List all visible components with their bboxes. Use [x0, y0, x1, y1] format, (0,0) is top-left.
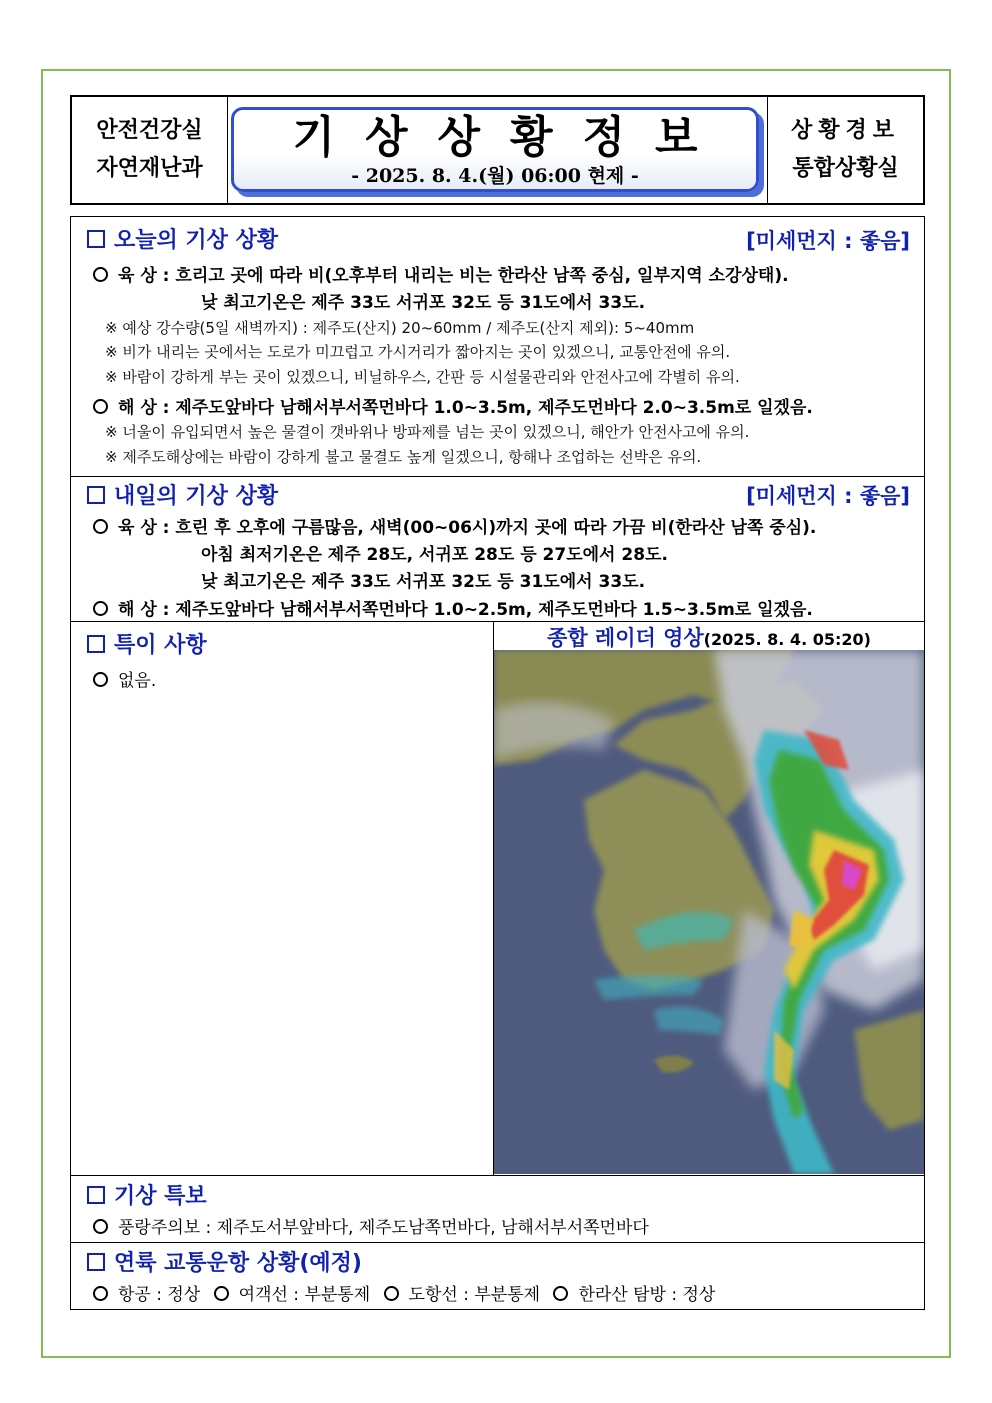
- today-land-line2: 낮 최고기온은 제주 33도 서귀포 32도 등 31도에서 33도.: [201, 293, 646, 313]
- radar-date: (2025. 8. 4. 05:20): [703, 630, 871, 649]
- circle-bullet-icon: [93, 1219, 108, 1234]
- department-block: [72, 97, 228, 203]
- office-block: [767, 97, 923, 203]
- checkbox-icon: [87, 635, 105, 653]
- circle-bullet-icon: [93, 1286, 108, 1301]
- tomorrow-sea-line: 해 상 : 제주도앞바다 남해서부서쪽먼바다 1.0~2.5m, 제주도먼바다 1.5~3.5m로 일겠음.: [93, 595, 813, 620]
- tomorrow-title: 내일의 기상 상황: [87, 479, 278, 510]
- title-box: [231, 107, 759, 192]
- traffic-line: [93, 1280, 715, 1305]
- today-note-3: ※ 바람이 강하게 부는 곳이 있겠으니, 비닐하우스, 간판 등 시설물관리와 안전사고에 각별히 유의.: [105, 368, 740, 386]
- today-note-1: ※ 예상 강수량(5일 새벽까지) : 제주도(산지) 20~60mm / 제주도(산지 제외): 5~40mm: [105, 319, 695, 337]
- radar-title: 종합 레이더 영상: [547, 626, 704, 650]
- radar-image: [494, 650, 924, 1174]
- circle-bullet-icon: [93, 399, 108, 414]
- traffic-island-ferry: 도항선 : 부분통제: [408, 1285, 541, 1305]
- office-line1: 상황경보: [790, 118, 900, 143]
- office-line2: 통합상황실: [792, 156, 899, 181]
- today-note-2: ※ 비가 내리는 곳에서는 도로가 미끄럽고 가시거리가 짧아지는 곳이 있겠으니, 교통안전에 유의.: [105, 343, 731, 361]
- circle-bullet-icon: [93, 601, 108, 616]
- checkbox-icon: [87, 486, 105, 504]
- warning-section: [70, 1175, 925, 1242]
- today-section: [70, 216, 925, 476]
- circle-bullet-icon: [93, 672, 108, 687]
- department-line2: 자연재난과: [96, 156, 203, 181]
- checkbox-icon: [87, 1186, 105, 1204]
- checkbox-icon: [87, 1253, 105, 1271]
- tomorrow-land-line2: 아침 최저기온은 제주 28도, 서귀포 28도 등 27도에서 28도.: [201, 545, 668, 565]
- radar-caption: [494, 622, 924, 650]
- special-title: 특이 사항: [87, 628, 207, 659]
- tomorrow-land-line1: 육 상 : 흐린 후 오후에 구름많음, 새벽(00~06시)까지 곳에 따라 가끔 비(한라산 남쪽 중심).: [93, 513, 816, 538]
- warning-line: 풍랑주의보 : 제주도서부앞바다, 제주도남쪽먼바다, 남해서부서쪽먼바다: [93, 1213, 649, 1238]
- traffic-section: [70, 1242, 925, 1310]
- title-block: [229, 97, 767, 203]
- traffic-air: 항공 : 정상: [118, 1285, 201, 1305]
- department-line1: 안전건강실: [96, 118, 203, 143]
- page-title: 기상상황정보: [292, 112, 728, 163]
- traffic-ferry: 여객선 : 부분통제: [238, 1285, 371, 1305]
- circle-bullet-icon: [93, 519, 108, 534]
- report-date: - 2025. 8. 4.(월) 06:00 현제 -: [351, 165, 639, 187]
- today-sea-note-1: ※ 너울이 유입되면서 높은 물결이 갯바위나 방파제를 넘는 곳이 있겠으니, 해안가 안전사고에 유의.: [105, 423, 750, 441]
- traffic-title: 연륙 교통운항 상황(예정): [87, 1246, 362, 1277]
- today-sea-line: 해 상 : 제주도앞바다 남해서부서쪽먼바다 1.0~3.5m, 제주도먼바다 2.0~3.5m로 일겠음.: [93, 393, 813, 418]
- today-land-line1: 육 상 : 흐리고 곳에 따라 비(오후부터 내리는 비는 한라산 남쪽 중심, 일부지역 소강상태).: [93, 261, 789, 286]
- tomorrow-dust-status: [미세먼지 : 좋음]: [746, 484, 910, 508]
- checkbox-icon: [87, 230, 105, 248]
- circle-bullet-icon: [553, 1286, 568, 1301]
- today-sea-note-2: ※ 제주도해상에는 바람이 강하게 불고 물결도 높게 일겠으니, 항해나 조업하는 선박은 유의.: [105, 448, 702, 466]
- radar-map-graphic: [494, 650, 924, 1174]
- tomorrow-section: [70, 476, 925, 621]
- tomorrow-land-line3: 낮 최고기온은 제주 33도 서귀포 32도 등 31도에서 33도.: [201, 572, 646, 592]
- header: [70, 95, 925, 205]
- circle-bullet-icon: [93, 267, 108, 282]
- special-item: 없음.: [93, 666, 156, 691]
- warning-title: 기상 특보: [87, 1179, 207, 1210]
- today-title: 오늘의 기상 상황: [87, 223, 278, 254]
- circle-bullet-icon: [214, 1286, 229, 1301]
- today-dust-status: [미세먼지 : 좋음]: [746, 229, 910, 253]
- circle-bullet-icon: [384, 1286, 399, 1301]
- traffic-hallasan: 한라산 탐방 : 정상: [578, 1285, 716, 1305]
